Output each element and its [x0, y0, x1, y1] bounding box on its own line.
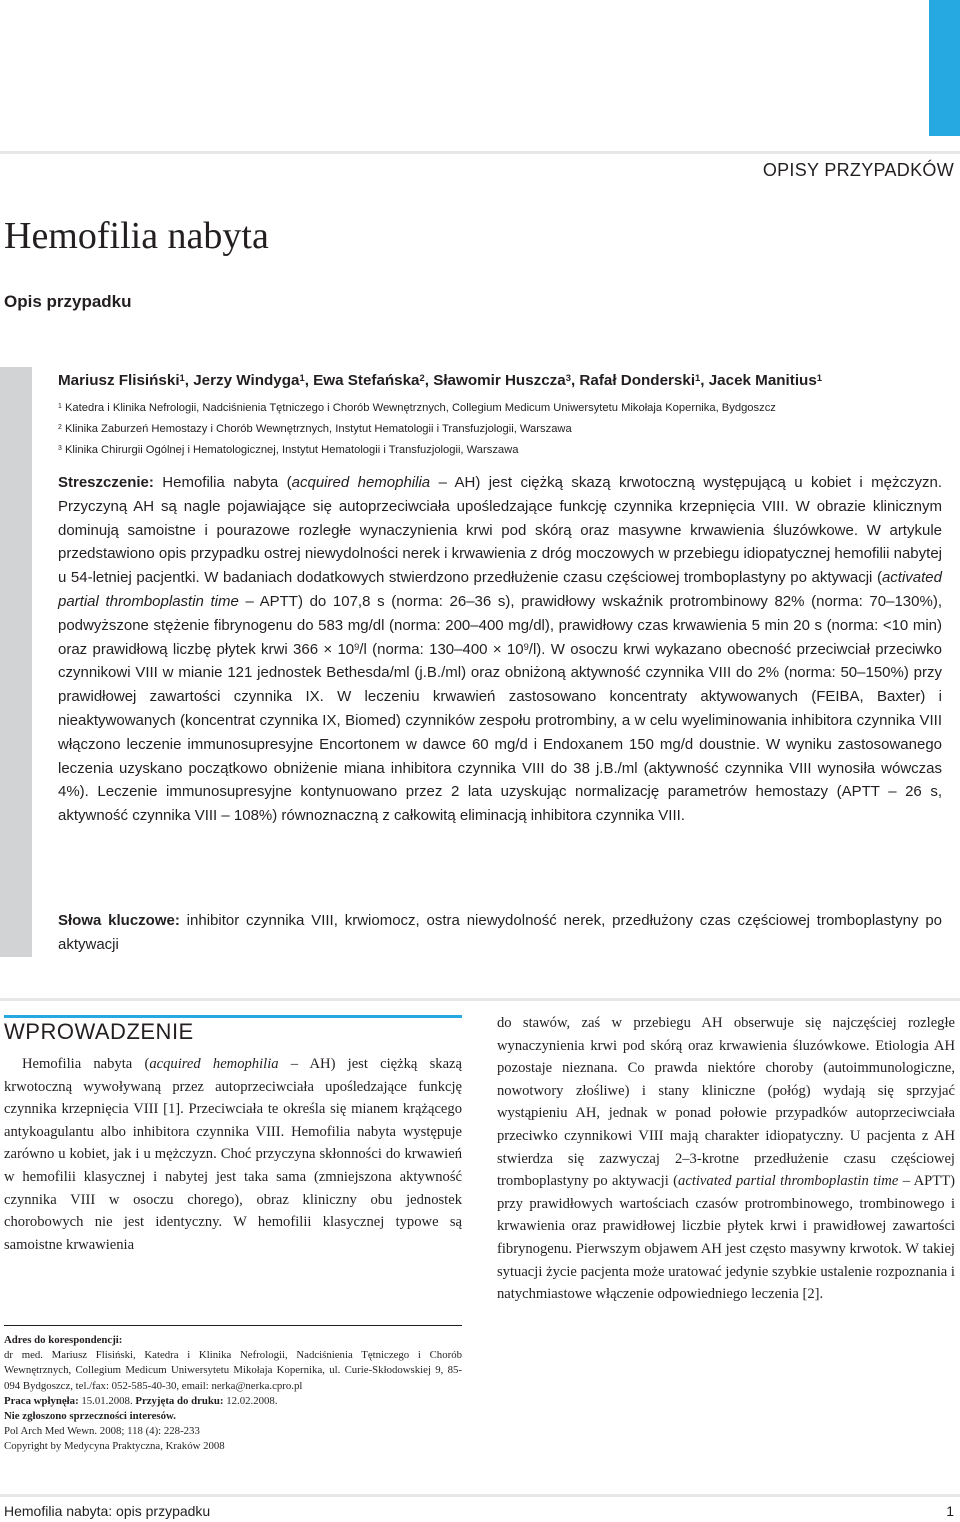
correspondence-block — [4, 1333, 462, 1455]
body-text: do stawów, zaś w przebiegu AH obserwuje się najczęściej rozległe wynaczynienia krwi pod skórą oraz krwawienia śluzówkowe. Etiologia AH pozostaje nieznana. Co prawda niektóre choroby (autoimmunologiczne, nowotwory złośliwe) i stany kliniczne (połóg) wydają się sprzyjać wystąpieniu AH, jednak w ponad połowie przypadków autoprzeciwciała przeciwko czynnikowi VIII mają charakter idiopatyczny. U pacjenta z AH stwierdza się zazwyczaj 2–3-krotne przedłużenie czasu częściowej tromboplastyny po aktywacji ( — [497, 1015, 955, 1190]
author-name: Jerzy Windyga — [193, 372, 300, 389]
keywords-label: Słowa kluczowe: — [58, 912, 180, 929]
abstract-text: /l (norma: 130–400 × 10 — [359, 640, 524, 658]
author-affiliation-mark: 1 — [695, 371, 701, 383]
affiliation-number: 1 — [58, 402, 62, 410]
correspondence-label: Adres do korespondencji: — [4, 1334, 123, 1346]
intro-column-right — [497, 1012, 955, 1306]
intro-heading: WPROWADZENIE — [4, 1019, 194, 1044]
copyright: Copyright by Medycyna Praktyczna, Kraków 2008 — [4, 1440, 225, 1453]
author-separator: , — [304, 372, 314, 389]
affiliation-text: Klinika Chirurgii Ogólnej i Hematologicznej, Instytut Hematologii i Transfuzjologii, Warszawa — [64, 444, 519, 456]
article-subtitle: Opis przypadku — [4, 292, 132, 311]
intro-heading-rule — [4, 1015, 462, 1018]
abstract-label: Streszczenie: — [58, 474, 154, 491]
corner-tab — [929, 0, 960, 136]
author-affiliation-mark: 2 — [419, 371, 425, 383]
affiliation-number: 3 — [58, 444, 62, 452]
affiliation — [58, 423, 572, 435]
affiliation-text: Klinika Zaburzeń Hemostazy i Chorób Wewnętrznych, Instytut Hematologii i Transfuzjologii, Warszawa — [64, 423, 572, 435]
affiliation-text: Katedra i Klinika Nefrologii, Nadciśnienia Tętniczego i Chorób Wewnętrznych, Collegium Medicum Uniwersytetu Mikołaja Kopernika, Bydgoszcz — [64, 402, 776, 414]
keywords — [58, 909, 942, 957]
author-name: Jacek Manitius — [708, 372, 817, 389]
affiliation — [58, 444, 518, 456]
section-label: OPISY PRZYPADKÓW — [762, 160, 954, 180]
author-separator: , — [184, 372, 194, 389]
author-affiliation-mark: 1 — [816, 371, 823, 383]
received-date: 15.01.2008. — [78, 1394, 136, 1407]
body-text: – APTT) przy prawidłowych wartościach czasów protrombinowego, trombinowego i krwawienia oraz prawidłowej liczbie płytek krwi i prawidłowej zawartości fibrynogenu. Pierwszym objawem AH jest często masywny krwotok. W takiej sytuacji życie pacjenta może uratować jedynie szybkie ustalenie rozpoznania i natychmiastowe włączenie odpowiedniego leczenia [2]. — [497, 1173, 955, 1303]
body-text: – AH) jest ciężką skazą krwotoczną wywoływaną przez autoprzeciwciała upośledzające funkcję czynnika krzepnięcia VIII [1]. Przeciwciała te określa się mianem krążącego antykoagulantu albo inhibitora czynnika VIII. Hemofilia nabyta występuje zarówno u kobiet, jak i u mężczyzn. Choć przyczyna skłonności do krwawień w hemofilii klasycznej i nabytej jest taka sama (zmniejszona aktywność czynnika VIII w osoczu chorego), obraz kliniczny obu jednostek chorobowych nie jest identyczny. W hemofilii klasycznej typowe są samoistne krwawienia — [4, 1056, 462, 1253]
body-text: Hemofilia nabyta ( — [22, 1056, 150, 1072]
author-affiliation-mark: 1 — [179, 371, 185, 383]
top-rule — [0, 151, 960, 154]
author-name: Mariusz Flisiński — [58, 372, 180, 389]
abstract-side-bar — [0, 367, 32, 957]
author-separator: , — [424, 372, 434, 389]
article-title: Hemofilia nabyta — [4, 215, 269, 257]
author-separator: , — [570, 372, 580, 389]
body-term: acquired hemophilia — [149, 1056, 279, 1072]
received-label: Praca wpłynęła: — [4, 1394, 79, 1407]
author-list — [58, 372, 822, 389]
keywords-text: inhibitor czynnika VIII, krwiomocz, ostra niewydolność nerek, przedłużony czas częściowej tromboplastyny po aktywacji — [58, 912, 943, 953]
affiliation — [58, 402, 776, 414]
abstract-text: – APTT) do 107,8 s (norma: 26–36 s), prawidłowy wskaźnik protrombinowy 82% (norma: 70–130%), podwyższone stężenie fibrynogenu do 583 mg/dl (norma: 200–400 mg/dl), prawidłowy czas krwawienia 5 min 20 s (norma: <10 min) oraz prawidłową liczbę płytek krwi 366 × 10 — [58, 592, 942, 658]
exponent: 9 — [523, 641, 529, 652]
footer-rule — [0, 1494, 960, 1497]
body-term: activated partial thromboplastin time — [678, 1173, 899, 1190]
journal-citation: Pol Arch Med Wewn. 2008; 118 (4): 228-233 — [4, 1425, 200, 1438]
author-affiliation-mark: 1 — [299, 371, 305, 383]
correspondence-rule — [4, 1325, 462, 1326]
conflict-statement: Nie zgłoszono sprzeczności interesów. — [4, 1410, 176, 1423]
abstract — [58, 471, 942, 828]
author-affiliation-mark: 3 — [565, 371, 571, 383]
footer-title: Hemofilia nabyta: opis przypadku — [4, 1503, 211, 1519]
author-name: Ewa Stefańska — [313, 372, 420, 389]
abstract-term: acquired hemophilia — [291, 474, 431, 491]
intro-column-left — [4, 1053, 462, 1256]
accepted-date: 12.02.2008. — [223, 1394, 278, 1407]
author-separator: , — [700, 372, 709, 389]
abstract-term: activated partial thromboplastin time — [58, 569, 942, 610]
exponent: 9 — [354, 641, 360, 652]
author-name: Rafał Donderski — [579, 372, 696, 389]
abstract-text: – AH) jest ciężką skazą krwotoczną występującą u kobiet i mężczyzn. Przyczyną AH są nagle pojawiające się autoprzeciwciała upośledzające funkcję czynnika krzepnięcia VIII. W obrazie klinicznym dominują samoistne i pourazowe rozległe wynaczynienia krwi pod skórą oraz masywne krwawienia śluzówkowe. W artykule przedstawiono opis przypadku ostrej niewydolności nerek i krwawienia z dróg moczowych w przebiegu idiopatycznej hemofilii nabytej u 54-letniej pacjentki. W badaniach dodatkowych stwierdzono przedłużenie czasu częściowej tromboplastyny po aktywacji ( — [58, 474, 942, 587]
page-number: 1 — [946, 1503, 954, 1519]
affiliation-number: 2 — [58, 423, 62, 431]
accepted-label: Przyjęta do druku: — [135, 1394, 224, 1407]
abstract-text: /l). W osoczu krwi wykazano obecność przeciwciał przeciwko czynnikowi VIII w mianie 121 jednostek Bethesda/ml (j.B./ml) oraz obniżoną aktywność czynnika VIII do 2% (norma: 50–150%) przy prawidłowej zawartości czynnika IX. W leczeniu krwawień zastosowano koncentraty aktywowanych (FEIBA, Baxter) i nieaktywowanych (koncentrat czynnika IX, Biomed) czynników zespołu protrombiny, a w celu wyeliminowania inhibitora czynnika VIII włączono leczenie immunosupresyjne Encortonem w dawce 60 mg/d i Endoxanem 150 mg/d doustnie. W wyniku zastosowanego leczenia uzyskano początkowo obniżenie miana inhibitora czynnika VIII do 38 j.B./ml (aktywność czynnika VIII wynosiła wówczas 4%). Leczenie immunosupresyjne kontynuowano przez 2 lata uzyskując normalizację parametrów hemostazy (APTT – 26 s, aktywność czynnika VIII – 108%) równoznaczną z całkowitą eliminacją inhibitora czynnika VIII. — [58, 640, 942, 825]
abstract-text: Hemofilia nabyta ( — [153, 474, 292, 491]
author-name: Sławomir Huszcza — [433, 372, 566, 389]
correspondence-address: dr med. Mariusz Flisiński, Katedra i Klinika Nefrologii, Nadciśnienia Tętniczego i Chorób Wewnętrznych, Collegium Medicum Uniwersytetu Mikołaja Kopernika, ul. Curie-Skłodowskiej 9, 85-094 Bydgoszcz, tel./fax: 052-585-40-30, email: nerka@nerka.cpro.pl — [4, 1349, 462, 1392]
section-divider — [0, 998, 960, 1001]
